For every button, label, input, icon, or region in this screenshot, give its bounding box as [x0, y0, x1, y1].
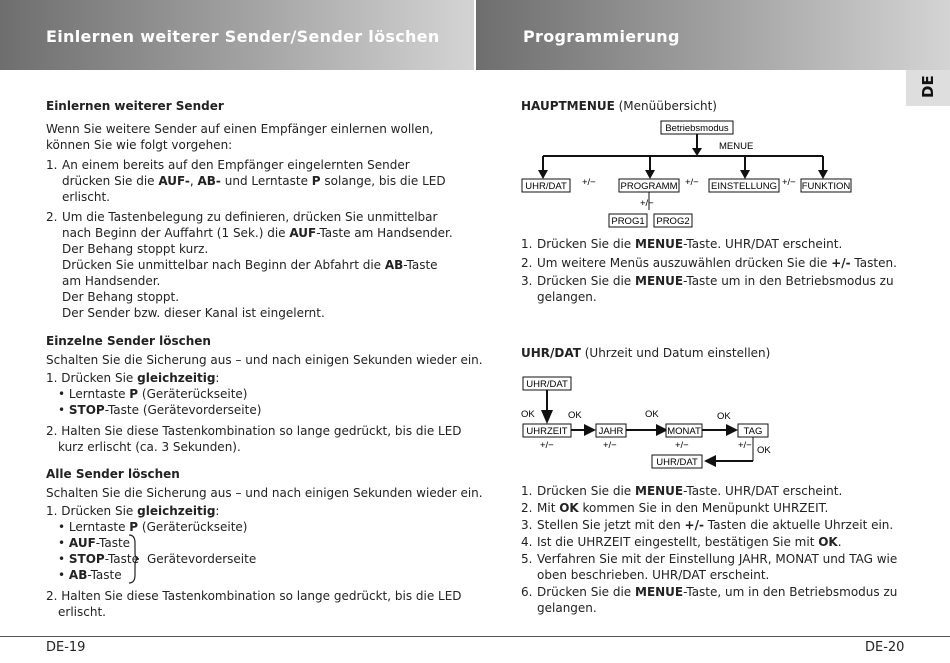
svg-text:UHR/DAT: UHR/DAT [526, 379, 568, 390]
step2-line4: Drücken Sie unmittelbar nach Beginn der Abfahrt die AB-Taste [62, 258, 438, 272]
svg-text:UHR/DAT: UHR/DAT [525, 181, 567, 192]
step-number: 3. [521, 274, 533, 288]
menu-step1: Drücken Sie die MENUE-Taste. UHR/DAT erscheint. [537, 237, 843, 251]
step2-line2: nach Beginn der Auffahrt (1 Sek.) die AUF-Taste am Handsender. [62, 226, 453, 240]
step2-line7: Der Sender bzw. dieser Kanal ist eingelernt. [62, 306, 325, 320]
uhr-step5: Verfahren Sie mit der Einstellung JAHR, MONAT und TAG wie [537, 552, 898, 566]
step-number: 2. [521, 501, 533, 515]
step1-line2: drücken Sie die AUF-, AB- und Lerntaste P solange, bis die LED [62, 174, 446, 188]
svg-text:JAHR: JAHR [598, 426, 624, 437]
einzelne-intro: Schalten Sie die Sicherung aus – und nach einigen Sekunden wieder ein. [46, 353, 483, 367]
footer-divider [0, 636, 950, 637]
alle-bullet1: • Lerntaste P (Geräterückseite) [58, 520, 248, 534]
step-number: 1. [521, 484, 533, 498]
left-page-header [0, 0, 474, 70]
svg-text:+/−: +/− [738, 440, 752, 451]
uhr-step3: Stellen Sie jetzt mit den +/- Tasten die aktuelle Uhrzeit ein. [537, 518, 894, 532]
svg-text:FUNKTION: FUNKTION [801, 181, 851, 192]
svg-text:UHR/DAT: UHR/DAT [656, 457, 698, 468]
svg-text:+/−: +/− [675, 440, 689, 451]
uhr-step4: Ist die UHRZEIT eingestellt, bestätigen Sie mit OK. [537, 535, 842, 549]
einzelne-step1: 1. Drücken Sie gleichzeitig: [46, 371, 220, 385]
step1-line1: An einem bereits auf den Empfänger eingelernten Sender [62, 158, 410, 172]
alle-bullet2: • AUF-Taste [58, 536, 131, 550]
alle-bullet4: • AB-Taste [58, 568, 122, 582]
step-number: 6. [521, 585, 533, 599]
page-number-left: DE-19 [46, 640, 86, 655]
heading-uhrdat: UHR/DAT (Uhrzeit und Datum einstellen) [521, 346, 771, 360]
language-tab-label: DE [919, 75, 937, 98]
menu-step2: Um weitere Menüs auszuwählen drücken Sie die +/- Tasten. [537, 256, 897, 270]
intro-line-1: Wenn Sie weitere Sender auf einen Empfänger einlernen wollen, [46, 122, 434, 136]
heading-alle-sender: Alle Sender löschen [46, 467, 180, 481]
svg-text:+/−: +/− [582, 177, 596, 188]
alle-step2-line2: erlischt. [58, 605, 106, 619]
step-number: 3. [521, 518, 533, 532]
left-page-title: Einlernen weiterer Sender/Sender löschen [46, 27, 440, 46]
svg-text:OK: OK [568, 410, 582, 421]
main-menu-diagram [515, 118, 860, 230]
uhr-step2: Mit OK kommen Sie in den Menüpunkt UHRZEIT. [537, 501, 829, 515]
svg-text:+/−: +/− [540, 440, 554, 451]
menu-step3: Drücken Sie die MENUE-Taste um in den Betriebsmodus zu [537, 274, 894, 288]
einzelne-step2-line1: 2. Halten Sie diese Tastenkombination so lange gedrückt, bis die LED [46, 424, 462, 438]
clock-date-diagram [518, 372, 778, 472]
betriebsmodus-label: Betriebsmodus [665, 123, 729, 134]
einzelne-step2-line2: kurz erlischt (ca. 3 Sekunden). [58, 440, 241, 454]
svg-text:TAG: TAG [743, 426, 763, 437]
svg-text:OK: OK [521, 409, 535, 420]
step-number: 1. [46, 158, 58, 172]
uhr-step1: Drücken Sie die MENUE-Taste. UHR/DAT erscheint. [537, 484, 843, 498]
menu-step3-line2: gelangen. [537, 290, 597, 304]
page-number-right: DE-20 [865, 640, 905, 655]
svg-text:OK: OK [645, 409, 659, 420]
svg-text:+/−: +/− [782, 177, 796, 188]
svg-text:+/−: +/− [603, 440, 617, 451]
svg-text:OK: OK [757, 445, 771, 456]
intro-line-2: können Sie wie folgt vorgehen: [46, 138, 233, 152]
heading-einlernen: Einlernen weiterer Sender [46, 99, 224, 113]
einzelne-bullet1: • Lerntaste P (Geräterückseite) [58, 387, 248, 401]
step-number: 5. [521, 552, 533, 566]
alle-group-label: Gerätevorderseite [147, 552, 257, 566]
alle-step2-line1: 2. Halten Sie diese Tastenkombination so lange gedrückt, bis die LED [46, 589, 462, 603]
step-number: 2. [46, 210, 58, 224]
svg-text:PROGRAMM: PROGRAMM [620, 181, 678, 192]
curly-brace-icon [127, 533, 141, 585]
svg-text:MONAT: MONAT [667, 426, 701, 437]
svg-text:+/−: +/− [685, 177, 699, 188]
language-tab [906, 70, 950, 106]
alle-bullet3: • STOP-Taste [58, 552, 139, 566]
svg-text:UHRZEIT: UHRZEIT [526, 426, 568, 437]
step-number: 2. [521, 256, 533, 270]
uhr-step6: Drücken Sie die MENUE-Taste, um in den Betriebsmodus zu [537, 585, 898, 599]
step2-line1: Um die Tastenbelegung zu definieren, drücken Sie unmittelbar [62, 210, 438, 224]
svg-text:+/−: +/− [640, 198, 654, 209]
right-page-title: Programmierung [523, 27, 680, 46]
uhr-step6-line2: gelangen. [537, 601, 597, 615]
right-page-header [476, 0, 950, 70]
step1-line3: erlischt. [62, 190, 110, 204]
alle-step1: 1. Drücken Sie gleichzeitig: [46, 504, 220, 518]
step-number: 1. [521, 237, 533, 251]
svg-text:PROG1: PROG1 [611, 216, 645, 227]
alle-intro: Schalten Sie die Sicherung aus – und nach einigen Sekunden wieder ein. [46, 486, 483, 500]
step2-line5: am Handsender. [62, 274, 161, 288]
einzelne-bullet2: • STOP-Taste (Gerätevorderseite) [58, 403, 262, 417]
step-number: 4. [521, 535, 533, 549]
step2-line6: Der Behang stoppt. [62, 290, 180, 304]
step2-line3: Der Behang stoppt kurz. [62, 242, 209, 256]
heading-einzelne-sender: Einzelne Sender löschen [46, 334, 211, 348]
svg-text:OK: OK [717, 411, 731, 422]
svg-text:EINSTELLUNG: EINSTELLUNG [711, 181, 777, 192]
menue-label: MENUE [719, 141, 754, 152]
uhr-step5-line2: oben beschrieben. UHR/DAT erscheint. [537, 568, 770, 582]
heading-hauptmenue: HAUPTMENUE (Menüübersicht) [521, 99, 717, 113]
svg-text:PROG2: PROG2 [656, 216, 690, 227]
